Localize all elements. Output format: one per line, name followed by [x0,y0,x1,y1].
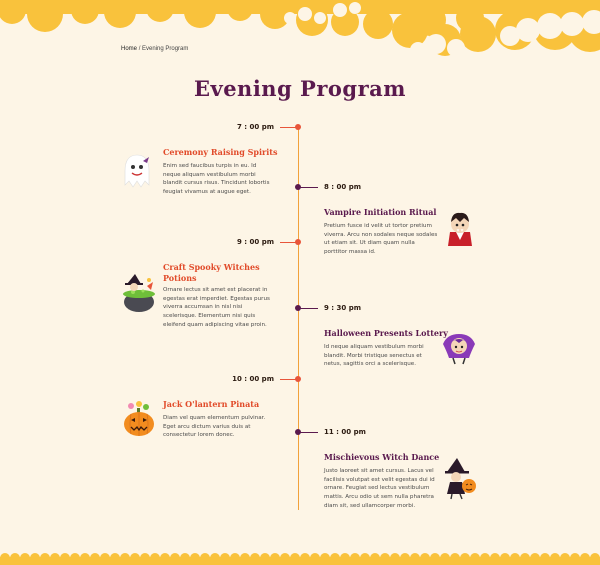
event-title: Ceremony Raising Spirits [163,147,278,157]
event-description: Id neque aliquam vestibulum morbi blandit. Morbi tristique senectus et netus, sagittis orci a scelerisque. [324,344,424,368]
timeline-dot [295,124,301,130]
cauldron-icon [119,272,159,314]
event-title: Halloween Presents Lottery [324,328,448,338]
cloud-border-top [0,0,600,60]
event-title: Jack O'lantern Pinata [163,399,260,409]
event-time: 11 : 00 pm [324,428,366,436]
dancing-witch-icon [443,458,479,500]
event-time: 8 : 00 pm [324,183,362,191]
witch-girl-icon [441,330,477,366]
event-time: 9 : 00 pm [236,238,274,246]
ghost-icon [121,151,153,191]
breadcrumb-separator: / [138,46,141,52]
timeline-tick [300,187,318,188]
event-time: 7 : 00 pm [236,123,274,131]
page-title: Evening Program [193,76,406,101]
event-title: Craft Spooky Witches Potions [163,262,260,283]
vampire-icon [444,208,476,248]
event-description: Justo laoreet sit amet cursus. Lacus vel facilisis volutpat est velit egestas dui id ornare. Feugiat sed lectus vestibulum mattis. Arcu odio ut sem nulla pharetra diam sit, sed ullamcorper morbi. [324,468,435,509]
breadcrumb [121,46,188,52]
event-title: Vampire Initiation Ritual [324,207,437,217]
pumpkin-icon [121,400,157,438]
timeline-dot [295,239,301,245]
breadcrumb-home-link[interactable]: Home [121,46,138,52]
event-description: Ornare lectus sit amet est placerat in egestas erat imperdiet. Egestas purus viverra accumsan in nisl nisi scelerisque. Elementum nisi quis eleifend quam adipiscing vitae proin. [163,287,270,328]
timeline-tick [300,432,318,433]
event-title: Mischievous Witch Dance [324,452,440,462]
event-time: 9 : 30 pm [324,304,362,312]
event-time: 10 : 00 pm [232,375,274,383]
event-description: Diam vel quam elementum pulvinar. Eget arcu dictum varius duis at consectetur lorem donec. [163,415,266,439]
event-description: Enim sed faucibus turpis in eu. Id neque aliquam vestibulum morbi blandit cursus risus. Tincidunt lobortis feugiat vivamus at augue eget. [163,163,270,196]
breadcrumb-current: Evening Program [142,46,189,52]
event-description: Pretium fusce id velit ut tortor pretium viverra. Arcu non sodales neque sodales ut etiam sit. Ut diam quam nulla porttitor massa id. [324,223,438,256]
timeline-dot [295,376,301,382]
timeline-tick [300,308,318,309]
scallop-border-bottom [0,551,600,565]
